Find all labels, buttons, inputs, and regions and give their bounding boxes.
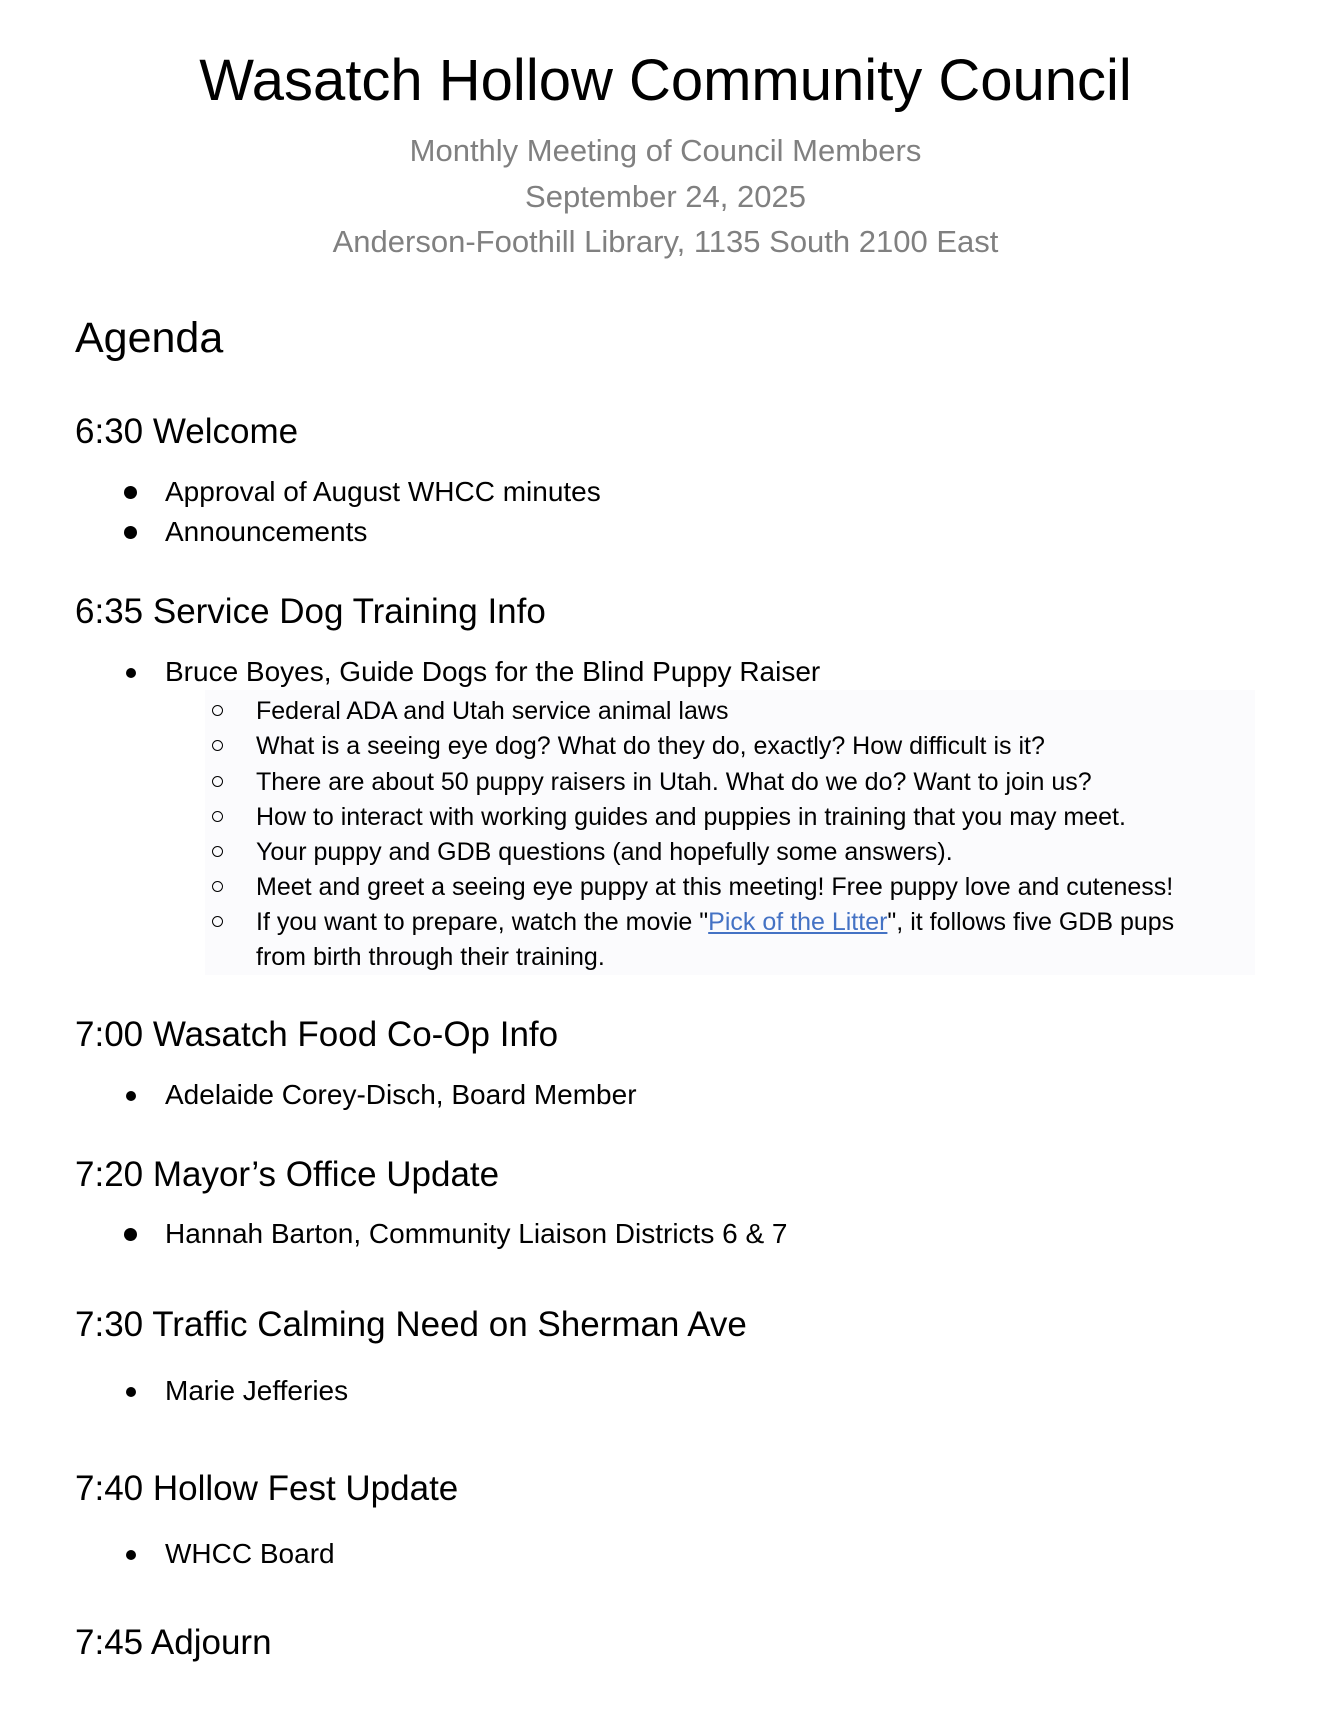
list-item-text: Announcements	[165, 516, 368, 547]
movie-text-prefix: If you want to prepare, watch the movie "	[256, 908, 709, 936]
section-title-hollow-fest: 7:40 Hollow Fest Update	[75, 1469, 459, 1508]
list-item-text: Bruce Boyes, Guide Dogs for the Blind Puppy Raiser	[165, 656, 821, 687]
hollow-bullet-icon	[212, 916, 223, 927]
movie-text-suffix: ", it follows five GDB pups	[887, 908, 1175, 936]
bullet-icon	[123, 474, 139, 510]
bullet-icon	[123, 1216, 139, 1252]
sub-list-item-text: How to interact with working guides and puppies in training that you may meet.	[256, 803, 1126, 831]
list-item-text: Approval of August WHCC minutes	[165, 476, 601, 507]
hollow-bullet-icon	[212, 705, 223, 716]
bullet-icon	[123, 1373, 139, 1409]
hollow-bullet-icon	[212, 776, 223, 787]
section-title-traffic-calming: 7:30 Traffic Calming Need on Sherman Ave	[75, 1305, 747, 1344]
meeting-date: September 24, 2025	[525, 179, 806, 214]
section-title-adjourn: 7:45 Adjourn	[75, 1623, 272, 1662]
sub-list-item-text: There are about 50 puppy raisers in Utah. What do we do? Want to join us?	[256, 768, 1092, 796]
list-item-text: WHCC Board	[165, 1538, 335, 1569]
agenda-heading: Agenda	[75, 314, 224, 362]
hollow-bullet-icon	[212, 881, 223, 892]
bullet-icon	[123, 1077, 139, 1113]
bullet-icon	[123, 1536, 139, 1572]
sub-list-item-text: Your puppy and GDB questions (and hopefully some answers).	[256, 838, 953, 866]
section-title-service-dog: 6:35 Service Dog Training Info	[75, 592, 546, 631]
sub-list-item-text: What is a seeing eye dog? What do they do, exactly? How difficult is it?	[256, 732, 1045, 760]
sub-list-item-text: Federal ADA and Utah service animal laws	[256, 697, 729, 725]
list-item-text: Adelaide Corey-Disch, Board Member	[165, 1079, 637, 1110]
document-title: Wasatch Hollow Community Council	[199, 48, 1132, 113]
meeting-location: Anderson-Foothill Library, 1135 South 2100 East	[332, 224, 999, 259]
hollow-bullet-icon	[212, 811, 223, 822]
sub-list-item-text	[256, 905, 1174, 940]
list-item-text: Marie Jefferies	[165, 1375, 349, 1406]
hollow-bullet-icon	[212, 740, 223, 751]
section-title-mayors-office: 7:20 Mayor’s Office Update	[75, 1155, 500, 1194]
bullet-icon	[123, 514, 139, 550]
section-title-welcome: 6:30 Welcome	[75, 412, 299, 451]
hollow-bullet-icon	[212, 846, 223, 857]
section-title-food-coop: 7:00 Wasatch Food Co-Op Info	[75, 1015, 559, 1054]
sub-list-item-text: from birth through their training.	[256, 943, 605, 971]
sub-list-item-text: Meet and greet a seeing eye puppy at this meeting! Free puppy love and cuteness!	[256, 873, 1174, 901]
list-item-text: Hannah Barton, Community Liaison Districts 6 & 7	[165, 1218, 788, 1249]
meeting-subtitle: Monthly Meeting of Council Members	[409, 133, 922, 168]
bullet-icon	[123, 654, 139, 690]
movie-link[interactable]: Pick of the Litter	[708, 908, 888, 936]
